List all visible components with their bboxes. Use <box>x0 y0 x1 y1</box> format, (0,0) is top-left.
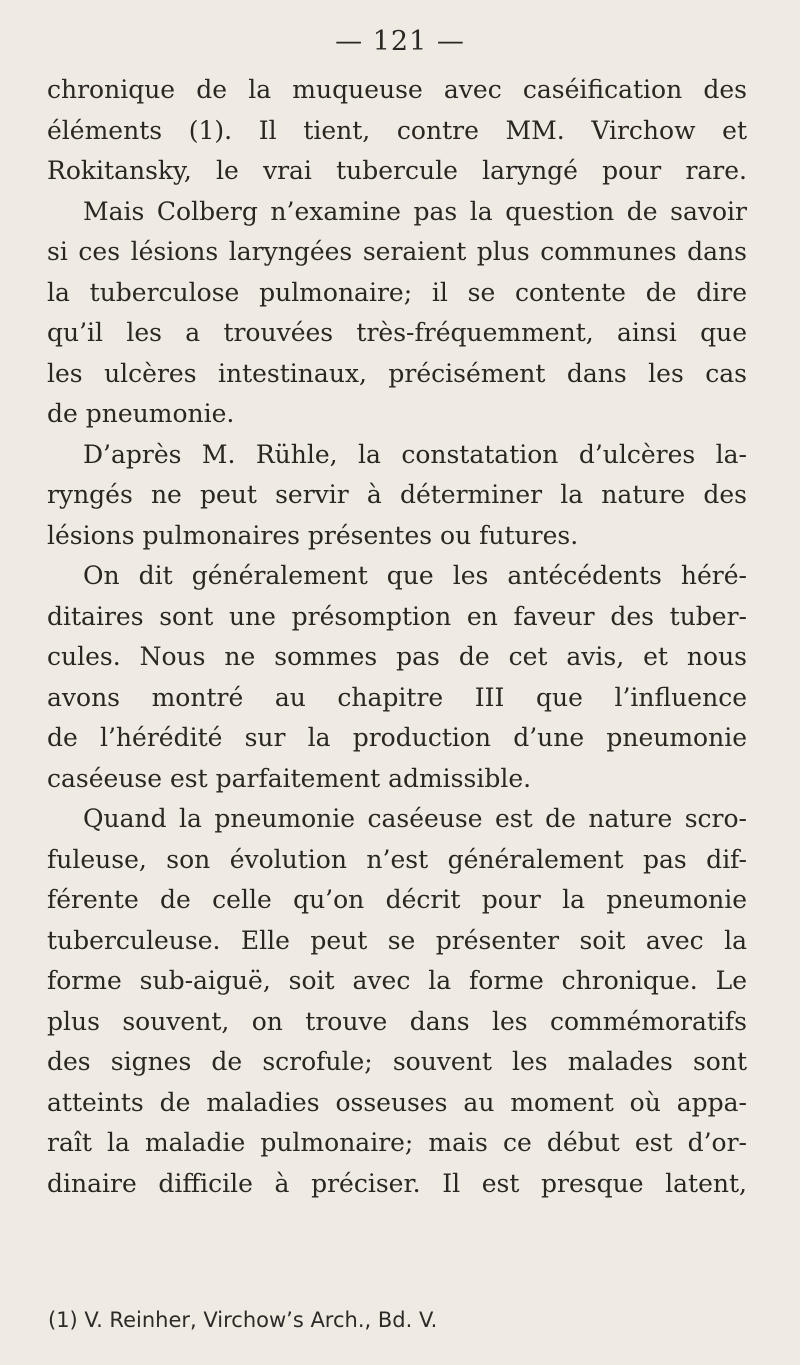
text-line: éléments (1). Il tient, contre MM. Virchow et <box>47 115 747 145</box>
paragraph-end-line: caséeuse est parfaitement admissible. <box>47 763 532 793</box>
text-line: plus souvent, on trouve dans les commémoratifs <box>47 1006 747 1036</box>
text-line: les ulcères intestinaux, précisément dans les cas <box>47 358 747 388</box>
text-line: Rokitansky, le vrai tubercule laryngé pour rare. <box>47 156 747 185</box>
paragraph-end-line: lésions pulmonaires présentes ou futures. <box>47 520 579 550</box>
text-line: atteints de maladies osseuses au moment où appa- <box>47 1087 747 1117</box>
text-line: férente de celle qu’on décrit pour la pneumonie <box>47 885 747 914</box>
text-line: la tuberculose pulmonaire; il se contente de dire <box>47 277 747 307</box>
footnote: (1) V. Reinher, Virchow’s Arch., Bd. V. <box>48 1308 438 1332</box>
paragraph-start-line: Quand la pneumonie caséeuse est de nature scro- <box>83 804 747 833</box>
text-line: ditaires sont une présomption en faveur des tuber- <box>47 601 747 631</box>
text-line: chronique de la muqueuse avec caséification des <box>47 75 747 104</box>
text-line: dinaire difficile à préciser. Il est presque latent, <box>47 1168 747 1198</box>
text-line: si ces lésions laryngées seraient plus communes dans <box>47 237 747 266</box>
text-line: forme sub-aiguë, soit avec la forme chronique. Le <box>47 966 747 995</box>
text-line: raît la maladie pulmonaire; mais ce début est d’or- <box>47 1128 747 1157</box>
paragraph-end-line: de pneumonie. <box>47 399 235 428</box>
text-line: tuberculeuse. Elle peut se présenter soit avec la <box>47 925 747 955</box>
text-line: avons montré au chapitre III que l’influence <box>47 682 747 712</box>
body-text <box>47 70 747 1204</box>
paragraph-start-line: D’après M. Rühle, la constatation d’ulcères la- <box>83 439 747 469</box>
text-line: cules. Nous ne sommes pas de cet avis, et nous <box>47 642 747 671</box>
text-line: des signes de scrofule; souvent les malades sont <box>47 1047 747 1076</box>
text-line: fuleuse, son évolution n’est généralement pas dif- <box>47 844 747 874</box>
paragraph-start-line: Mais Colberg n’examine pas la question de savoir <box>83 196 747 226</box>
page-number-header: — 121 — <box>335 26 465 57</box>
text-line: de l’hérédité sur la production d’une pneumonie <box>47 723 747 752</box>
text-line: ryngés ne peut servir à déterminer la nature des <box>47 480 747 509</box>
text-line: qu’il les a trouvées très-fréquemment, ainsi que <box>47 318 747 347</box>
paragraph-start-line: On dit généralement que les antécédents héré- <box>83 561 747 590</box>
